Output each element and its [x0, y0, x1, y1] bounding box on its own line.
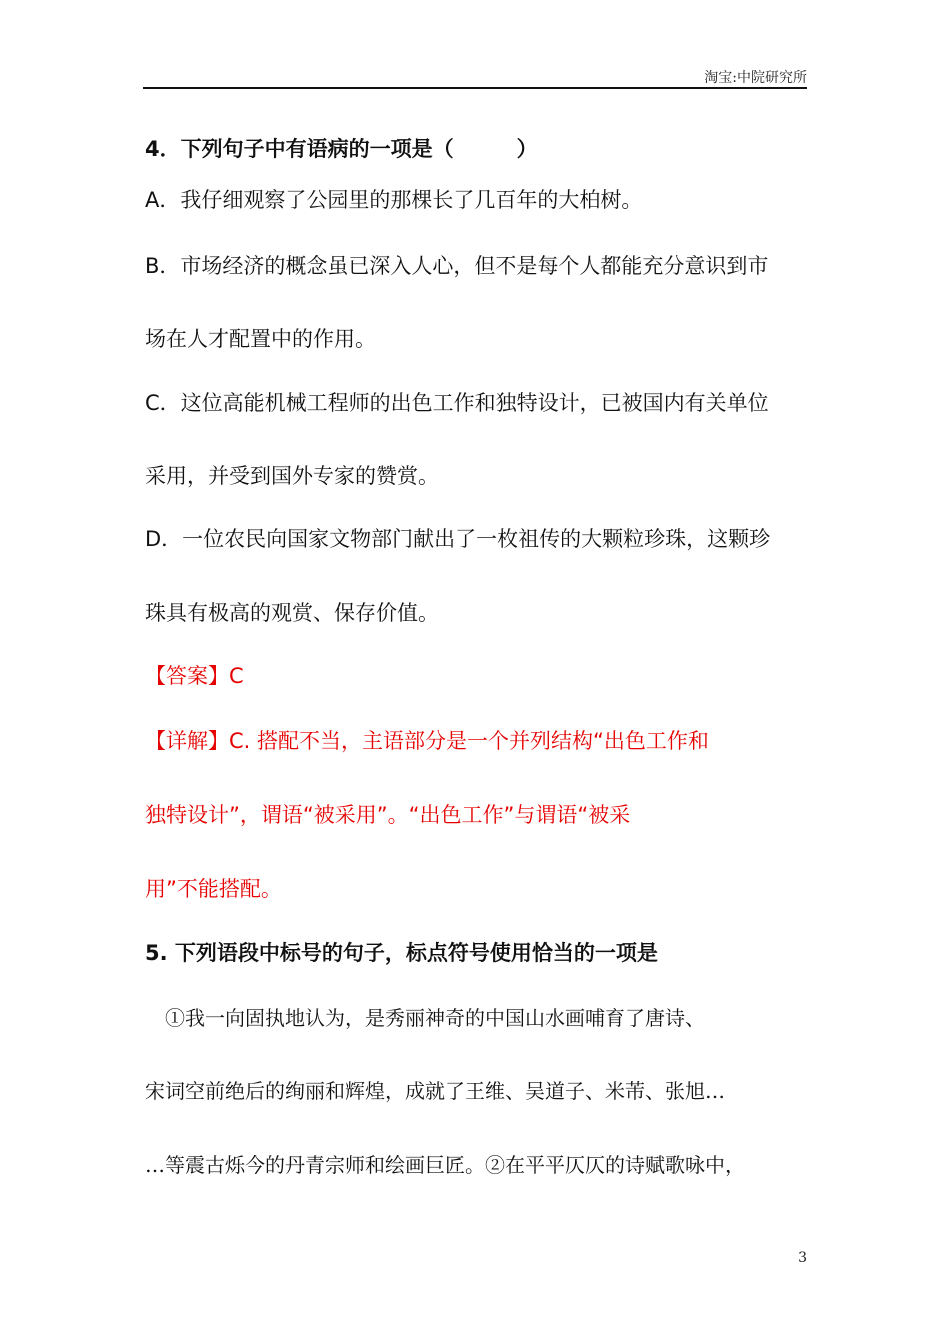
q4-option-c-line1: C．这位高能机械工程师的出色工作和独特设计，已被国内有关单位: [145, 391, 769, 415]
q4-option-d-line1: D．一位农民向国家文物部门献出了一枚祖传的大颗粒珍珠，这颗珍: [145, 527, 771, 551]
q5-passage-line2: 宋词空前绝后的绚丽和辉煌，成就了王维、吴道子、米芾、张旭…: [145, 1079, 725, 1103]
header-rule: [143, 87, 807, 89]
page-number: 3: [798, 1250, 807, 1266]
q5-passage-line3: …等震古烁今的丹青宗师和绘画巨匠。②在平平仄仄的诗赋歌咏中，: [145, 1153, 745, 1177]
header-source: 淘宝:中院研究所: [704, 70, 807, 86]
q4-option-a: A．我仔细观察了公园里的那棵长了几百年的大柏树。: [145, 188, 643, 212]
q4-option-d-line2: 珠具有极高的观赏、保存价值。: [145, 601, 439, 625]
q4-detail-line2: 独特设计”，谓语“被采用”。“出色工作”与谓语“被采: [145, 803, 631, 827]
q4-option-b-line1: B．市场经济的概念虽已深入人心，但不是每个人都能充分意识到市: [145, 254, 769, 278]
q5-stem: 5. 下列语段中标号的句子，标点符号使用恰当的一项是: [145, 941, 658, 965]
q4-option-c-line2: 采用，并受到国外专家的赞赏。: [145, 464, 439, 488]
q4-stem: 4．下列句子中有语病的一项是（ ）: [145, 137, 538, 161]
q4-answer: 【答案】C: [145, 664, 244, 688]
q4-detail-line1: 【详解】C. 搭配不当，主语部分是一个并列结构“出色工作和: [145, 729, 709, 753]
q4-detail-line3: 用”不能搭配。: [145, 877, 282, 901]
q4-option-b-line2: 场在人才配置中的作用。: [145, 327, 376, 351]
q5-passage-line1: ①我一向固执地认为，是秀丽神奇的中国山水画哺育了唐诗、: [145, 1006, 705, 1030]
